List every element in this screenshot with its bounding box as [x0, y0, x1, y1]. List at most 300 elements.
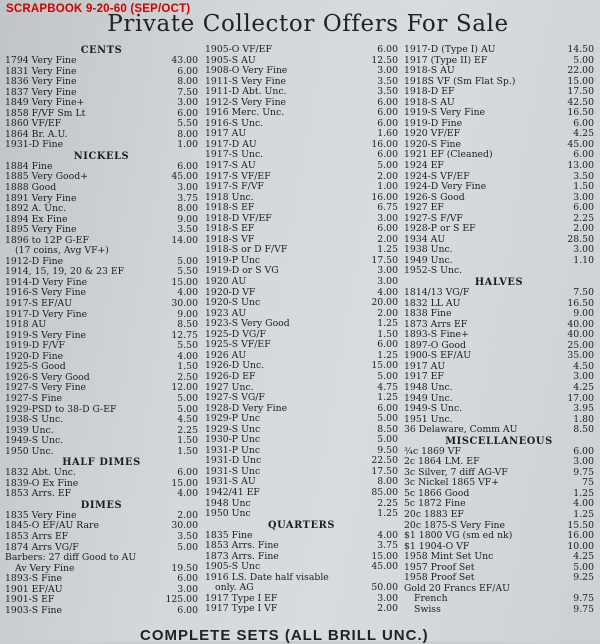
listing-row	[5, 341, 198, 352]
footer-heading: COMPLETE SETS (ALL BRILL UNC.)	[140, 627, 429, 644]
listing-price: 6.00	[177, 108, 198, 119]
listing-row	[404, 489, 594, 500]
section-heading: CENTS	[80, 45, 123, 56]
listing-row	[5, 67, 198, 78]
listing-description: 1918 Unc.	[205, 192, 254, 203]
listing-description: 1928-D Very Fine	[205, 403, 288, 414]
listing-price: 3.00	[573, 372, 594, 383]
listing-price: 9.00	[177, 309, 198, 320]
listing-row	[404, 299, 594, 310]
listing-price: 17.00	[567, 393, 594, 404]
listing-price: 9.75	[573, 604, 594, 615]
listing-row	[5, 383, 198, 394]
listing-row	[205, 150, 398, 161]
listing-description: 1949 Unc.	[404, 255, 453, 266]
listing-description: 36 Delaware, Comm AU	[404, 425, 518, 436]
listing-price: 3.00	[377, 266, 398, 277]
listing-row	[404, 447, 594, 458]
listing-description: 1919-D Fine	[404, 118, 463, 129]
listing-row	[205, 245, 398, 256]
listing-price: 1.25	[377, 319, 398, 330]
listing-price: 4.75	[377, 382, 398, 393]
listing-price: 1.50	[177, 446, 198, 457]
listing-row	[404, 245, 594, 256]
listing-row	[5, 373, 198, 384]
listing-row	[5, 162, 198, 173]
listing-price: 1.25	[377, 509, 398, 520]
listing-price: 8.50	[377, 424, 398, 435]
listing-row	[5, 172, 198, 183]
listing-description: $1 1904-O VF	[404, 541, 470, 552]
listing-row	[5, 595, 198, 606]
listing-price: 4.00	[573, 499, 594, 510]
listing-price: 2.25	[573, 213, 594, 224]
listing-price: 25.00	[567, 340, 594, 351]
listing-price: 3.50	[377, 87, 398, 98]
listing-row	[5, 257, 198, 268]
listing-price: 4.25	[573, 382, 594, 393]
listing-description: 1837 Very Fine	[5, 87, 77, 98]
listing-description: 2c 1864 LM. EF	[404, 457, 480, 468]
listing-row	[5, 88, 198, 99]
listing-description: 1896 to 12P G-EF	[5, 235, 89, 246]
listing-price: 6.00	[377, 108, 398, 119]
listing-row	[404, 224, 594, 235]
listing-row	[205, 509, 398, 520]
listing-description: 1958 Mint Set Unc	[404, 552, 494, 563]
listing-row	[404, 394, 594, 405]
listing-row	[205, 193, 398, 204]
listing-price: 8.00	[377, 477, 398, 488]
listing-description: 1927 Unc.	[205, 382, 254, 393]
listing-description: 1892 A. Unc.	[5, 204, 67, 215]
listing-description: 1917-D AU	[205, 139, 257, 150]
listing-price: 15.50	[567, 520, 594, 531]
listing-description: 1925-S Good	[5, 362, 66, 373]
listing-row	[404, 288, 594, 299]
listing-row	[404, 573, 594, 584]
listing-row	[404, 87, 594, 98]
listing-row	[404, 531, 594, 542]
listing-description: 1952-S Unc.	[404, 266, 463, 277]
price-column-3	[404, 45, 594, 615]
listing-description: 1924-S VF/EF	[404, 171, 470, 182]
listing-price: 5.00	[177, 542, 198, 553]
listing-price: 4.00	[377, 287, 398, 298]
listing-row	[5, 436, 198, 447]
listing-description: 1794 Very Fine	[5, 56, 77, 66]
listing-description: 1874 Arrs VG/F	[5, 542, 79, 553]
listing-price: 8.00	[177, 129, 198, 140]
listing-price: 1.50	[177, 362, 198, 373]
listing-row	[5, 236, 198, 247]
listing-row	[5, 532, 198, 543]
listing-description: 1917 AU	[205, 129, 247, 140]
listing-price: 14.00	[171, 235, 198, 246]
listing-description: 1924-D Very Fine	[404, 182, 487, 193]
listing-price: 6.00	[573, 118, 594, 129]
listing-description: 1919-D F/VF	[5, 341, 65, 352]
listing-price	[590, 584, 594, 595]
listing-price: 16.00	[371, 192, 398, 203]
listing-price: 3.00	[177, 584, 198, 595]
listing-price: 35.00	[567, 351, 594, 362]
price-column-1	[5, 45, 198, 616]
listing-description: 1912-D Fine	[5, 256, 64, 267]
listing-row	[5, 352, 198, 363]
listing-row	[205, 203, 398, 214]
listing-row	[404, 552, 594, 563]
listing-description: 1905-O VF/EF	[205, 45, 272, 55]
listing-price: 5.00	[377, 435, 398, 446]
listing-row	[404, 66, 594, 77]
section-heading: DIMES	[80, 499, 123, 511]
listing-description: 1929-S Unc	[205, 424, 261, 435]
listing-row	[404, 214, 594, 225]
listing-price: 4.00	[177, 351, 198, 362]
listing-price: 15.00	[371, 551, 398, 562]
listing-description: 1832 LL AU	[404, 298, 461, 309]
listing-description: 1919-P Unc	[205, 255, 261, 266]
listing-price: 3.95	[573, 404, 594, 415]
listing-row	[5, 183, 198, 194]
listing-description: 1916 LS. Date half visable	[205, 572, 329, 583]
listing-description: 1864 Br. A.U.	[5, 129, 68, 140]
listing-price: 9.50	[377, 445, 398, 456]
listing-description: 1911-D Abt. Unc.	[205, 87, 287, 98]
listing-row	[404, 605, 594, 616]
listing-row	[205, 87, 398, 98]
listing-row	[5, 521, 198, 532]
listing-description: 1917 Type I EF	[205, 593, 278, 604]
listing-description: 1918S VF (Sm Flat Sp.)	[404, 76, 516, 87]
listing-row	[205, 340, 398, 351]
listing-description: 1927-S Very Fine	[5, 383, 87, 394]
scrapbook-tag: SCRAPBOOK 9-20-60 (SEP/OCT)	[6, 3, 191, 15]
listing-row	[404, 594, 594, 605]
listing-note: Av Very Fine	[15, 563, 75, 574]
listing-price: 6.75	[377, 203, 398, 214]
listing-row	[205, 140, 398, 151]
listing-row	[404, 415, 594, 426]
listing-description: 1918-S or D F/VF	[205, 245, 288, 256]
listing-price	[194, 553, 198, 564]
listing-row	[5, 362, 198, 373]
listing-description: 1905-S Unc	[205, 562, 261, 573]
listing-row	[5, 299, 198, 310]
listing-description: 1951 Unc.	[404, 414, 453, 425]
listing-price: 5.00	[177, 404, 198, 415]
listing-row	[5, 310, 198, 321]
listing-description: 1917-S VF/EF	[205, 171, 271, 182]
listing-row	[205, 499, 398, 510]
listing-row	[205, 98, 398, 109]
listing-description: 1917-S EF/AU	[5, 299, 73, 310]
listing-description: 1895 Very Fine	[5, 225, 77, 236]
listing-row	[5, 543, 198, 554]
listing-description: 1931-D Unc	[205, 456, 262, 467]
listing-price: 2.00	[377, 171, 398, 182]
listing-description: 1917 Type I VF	[205, 604, 278, 615]
listing-description: Barbers: 27 diff Good to AU	[5, 553, 137, 564]
listing-row	[404, 266, 594, 277]
listing-row	[5, 246, 198, 257]
listing-price: 9.00	[177, 214, 198, 225]
listing-row	[5, 320, 198, 331]
listing-row	[205, 414, 398, 425]
listing-row	[5, 415, 198, 426]
listing-row	[404, 203, 594, 214]
listing-description: 1926-S Very Good	[5, 372, 90, 383]
listing-description: 1914-D Very Fine	[5, 277, 88, 288]
listing-row	[404, 150, 594, 161]
listing-price: 4.00	[177, 489, 198, 500]
listing-description: 1949-S Unc.	[404, 404, 463, 415]
listing-row	[205, 66, 398, 77]
price-column-2	[205, 45, 398, 615]
section-heading: NICKELS	[73, 150, 130, 162]
listing-description: 1918 AU	[5, 320, 47, 331]
listing-price: 3.50	[573, 171, 594, 182]
listing-row	[404, 383, 594, 394]
listing-description: 1923-S Very Good	[205, 319, 290, 330]
listing-price: 12.50	[371, 55, 398, 66]
listing-price: 30.00	[171, 521, 198, 532]
listing-description: 1938-S Unc.	[5, 415, 64, 426]
listing-price	[590, 266, 594, 277]
listing-description: 5c 1872 Fine	[404, 499, 466, 510]
listing-price: 2.00	[377, 308, 398, 319]
listing-price: 3.50	[177, 225, 198, 236]
listing-description: 1849 Very Fine+	[5, 98, 85, 109]
listing-row	[404, 108, 594, 119]
listing-price: 40.00	[567, 330, 594, 341]
listing-price: 1.50	[177, 436, 198, 447]
listing-description: 1884 Fine	[5, 161, 53, 172]
listing-description: 1897-O Good	[404, 340, 466, 351]
listing-row	[5, 331, 198, 342]
listing-description: 1929-P Unc	[205, 414, 261, 425]
listing-description: 1918-S EF	[205, 203, 255, 214]
listing-description: 1917-D (Type I) AU	[404, 45, 496, 55]
listing-price: 42.50	[567, 97, 594, 108]
listing-description: 1893-S Fine	[5, 574, 63, 585]
listing-row	[5, 204, 198, 215]
listing-price: 2.00	[377, 604, 398, 615]
listing-price: 6.00	[377, 403, 398, 414]
listing-description: 1901 EF/AU	[5, 584, 63, 595]
listing-price: 3.00	[573, 457, 594, 468]
listing-price: 6.00	[177, 468, 198, 479]
listing-description: 1948 Unc.	[404, 382, 453, 393]
listing-row	[404, 98, 594, 109]
listing-price: 15.00	[171, 277, 198, 288]
listing-row	[404, 172, 594, 183]
listing-description: 1926 AU	[205, 350, 247, 361]
listing-row	[205, 541, 398, 552]
listing-row	[205, 383, 398, 394]
listing-description: 1912-S Very Fine	[205, 97, 287, 108]
listing-row	[5, 479, 198, 490]
listing-description: 1926-S Good	[404, 192, 465, 203]
listing-price: 16.00	[567, 531, 594, 542]
listing-row	[205, 594, 398, 605]
listing-price: 9.25	[573, 573, 594, 584]
listing-description: 1920-D Fine	[5, 351, 64, 362]
listing-description: 1938 Unc.	[404, 245, 453, 256]
listing-row	[5, 585, 198, 596]
listing-note: (17 coins, Avg VF+)	[15, 246, 109, 257]
listing-description: 1888 Good	[5, 183, 57, 194]
listing-price: 2.25	[177, 425, 198, 436]
listing-price: 1.10	[573, 255, 594, 266]
listing-price: 1.00	[377, 182, 398, 193]
listing-row	[5, 426, 198, 437]
listing-description: 1918-D VF/EF	[205, 213, 272, 224]
listing-price: 8.50	[573, 425, 594, 436]
listing-description: 1917-S F/VF	[205, 182, 264, 193]
listing-price: 5.00	[573, 55, 594, 66]
listing-row	[205, 604, 398, 615]
listing-row	[205, 77, 398, 88]
listing-row	[404, 351, 594, 362]
listing-description: 20c 1883 EF	[404, 509, 464, 520]
listing-price: 4.00	[377, 530, 398, 541]
listing-description: 1950 Unc	[205, 509, 251, 520]
listing-price: 125.00	[165, 595, 198, 606]
listing-price: 1.25	[377, 393, 398, 404]
listing-row	[404, 45, 594, 56]
listing-price: 50.00	[371, 583, 398, 594]
listing-description: 1831 Very Fine	[5, 66, 77, 77]
listing-row	[205, 583, 398, 594]
listing-row	[205, 573, 398, 584]
listing-price: 3.00	[573, 192, 594, 203]
listing-row	[5, 606, 198, 617]
listing-price: 15.00	[567, 76, 594, 87]
listing-description: 3c Nickel 1865 VF+	[404, 478, 500, 489]
listing-description: 1949-S Unc.	[5, 436, 64, 447]
listing-row	[404, 129, 594, 140]
listing-price: 16.50	[567, 108, 594, 119]
listing-description: 1858 F/VF Sm Lt	[5, 108, 86, 119]
listing-price: 17.50	[371, 255, 398, 266]
listing-description: 1908-O Very Fine	[205, 66, 288, 77]
listing-price: 28.50	[567, 234, 594, 245]
listing-description: 1927 EF	[404, 203, 444, 214]
listing-row	[5, 405, 198, 416]
listing-price: 8.00	[177, 204, 198, 215]
listing-row	[205, 319, 398, 330]
listing-description: 1918-S VF	[205, 234, 255, 245]
listing-description: 1903-S Fine	[5, 605, 63, 616]
section-heading: HALVES	[474, 277, 524, 289]
listing-description: 1835 Fine	[205, 530, 253, 541]
listing-description: 1957 Proof Set	[404, 562, 475, 573]
listing-price: 1.25	[377, 350, 398, 361]
listing-description: 1873 Arrs EF	[404, 319, 468, 330]
listing-description: 1917-S Unc.	[205, 150, 264, 161]
listing-price: 6.00	[573, 150, 594, 161]
listing-row	[5, 553, 198, 564]
listing-description: 1919-D or S VG	[205, 266, 279, 277]
listing-description: 1916-S Very Fine	[5, 288, 87, 299]
listing-price: 5.00	[377, 371, 398, 382]
listing-row	[205, 45, 398, 56]
listing-row	[205, 224, 398, 235]
listing-row	[404, 256, 594, 267]
listing-description: 1920-S Unc	[205, 298, 261, 309]
listing-row	[205, 108, 398, 119]
listing-description: 1891 Very Fine	[5, 193, 77, 204]
listing-row	[205, 182, 398, 193]
listing-description: 1835 Very Fine	[5, 510, 77, 521]
listing-row	[205, 562, 398, 573]
listing-price: 12.00	[171, 383, 198, 394]
listing-description: 1949 Unc.	[404, 393, 453, 404]
listing-row	[205, 56, 398, 67]
listing-description: 1838 Fine	[404, 309, 452, 320]
listing-row	[404, 56, 594, 67]
listing-description: 1917 AU	[404, 361, 446, 372]
listing-price: 1.50	[573, 182, 594, 193]
listing-price: 5.00	[377, 414, 398, 425]
listing-description: 1931-S AU	[205, 477, 256, 488]
listing-description: 1920-D VF	[205, 287, 256, 298]
listing-price: 1.80	[573, 414, 594, 425]
listing-row	[404, 372, 594, 383]
listing-price: 16.00	[371, 139, 398, 150]
listing-row	[5, 489, 198, 500]
listing-row	[205, 161, 398, 172]
listing-note: only. AG	[215, 583, 254, 594]
listing-description: 3c Silver, 7 diff AG-VF	[404, 467, 508, 478]
listing-description: 1905-S AU	[205, 55, 256, 66]
listing-row	[5, 278, 198, 289]
listing-description: 1939 Unc.	[5, 425, 54, 436]
listing-price: 10.00	[567, 541, 594, 552]
listing-price: 3.75	[377, 541, 398, 552]
listing-price: 5.50	[177, 267, 198, 278]
listing-description: 1918-D EF	[404, 87, 455, 98]
listing-description: 1873 Arrs. Fine	[205, 551, 279, 562]
listing-price: 45.00	[371, 562, 398, 573]
listing-row	[205, 404, 398, 415]
listing-description: 20c 1875-S Very Fine	[404, 520, 506, 531]
listing-row	[205, 235, 398, 246]
listing-description: 1832 Abt. Unc.	[5, 468, 76, 479]
listing-row	[205, 393, 398, 404]
listing-row	[5, 130, 198, 141]
listing-row	[205, 330, 398, 341]
listing-description: 1925-D VG/F	[205, 329, 266, 340]
listing-price: 1.25	[377, 245, 398, 256]
listing-row	[205, 214, 398, 225]
listing-row	[205, 435, 398, 446]
listing-description: 1920 VF/EF	[404, 129, 461, 140]
listing-price: 17.50	[371, 466, 398, 477]
listing-row	[5, 574, 198, 585]
listing-row	[5, 225, 198, 236]
listing-description: Gold 20 Francs EF/AU	[404, 583, 510, 594]
listing-price: 43.00	[171, 56, 198, 66]
listing-row	[5, 447, 198, 458]
listing-row	[205, 456, 398, 467]
listing-price: 17.50	[567, 87, 594, 98]
listing-description: 1911-S Very Fine	[205, 76, 287, 87]
listing-price: 4.25	[573, 129, 594, 140]
listing-price: 3.00	[177, 98, 198, 109]
